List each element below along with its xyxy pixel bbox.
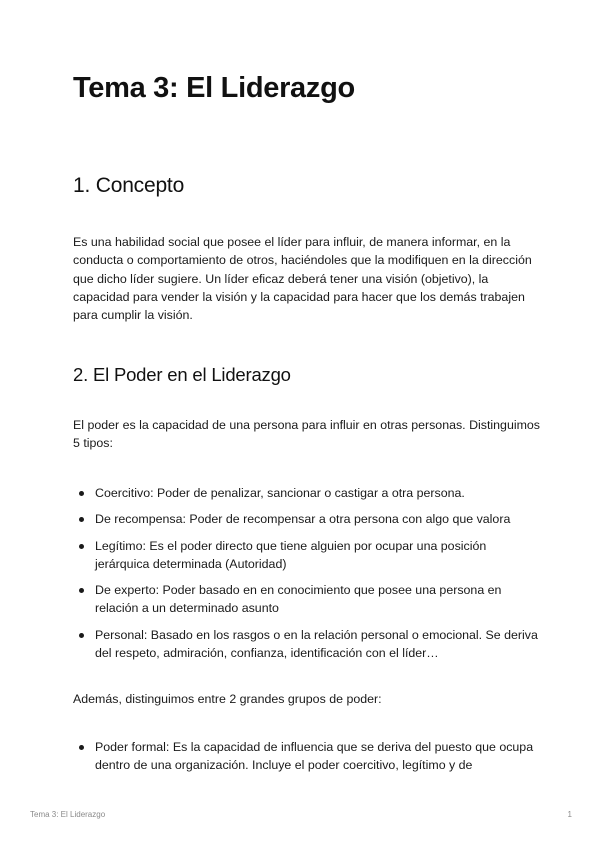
concepto-paragraph: Es una habilidad social que posee el líder para influir, de manera informar, en la conducta o comportamiento de otros, haciéndoles que la modifiquen en la dirección que dicho líder sugiere. Un líder eficaz deberá tener una visión (objetivo), la capacidad para vender la visión y la capacidad para hacer que los demás trabajen para cumplir la visión. [73,235,532,323]
poder-intro-paragraph: El poder es la capacidad de una persona para influir en otras personas. Distinguimos 5 tipos: [73,418,540,451]
bullet-icon [79,517,84,522]
list-item-text: Legítimo: Es el poder directo que tiene alguien por ocupar una posición jerárquica determinada (Autoridad) [95,538,487,571]
list-item [73,484,543,502]
section-heading-poder: 2. El Poder en el Liderazgo [73,364,291,385]
list-item-text: Poder formal: Es la capacidad de influencia que se deriva del puesto que ocupa dentro de una organización. Incluye el poder coercitivo, legítimo y de [95,740,534,773]
list-item [73,626,543,663]
bullet-icon [79,588,84,593]
groups-intro-paragraph: Además, distinguimos entre 2 grandes grupos de poder: [73,692,382,706]
list-item-text: De experto: Poder basado en en conocimiento que posee una persona en relación a un determinado asunto [95,583,502,616]
list-item [73,581,543,618]
list-item-text: Personal: Basado en los rasgos o en la relación personal o emocional. Se deriva del respeto, admiración, confianza, identificación con el líder… [95,627,538,661]
bullet-icon [79,491,84,496]
page-title: Tema 3: El Liderazgo [73,72,355,104]
footer-page-number: 1 [567,810,572,819]
list-item [73,738,543,775]
bullet-icon [79,745,84,750]
bullet-icon [79,544,84,549]
power-types-list [73,484,543,670]
list-item-text: Coercitivo: Poder de penalizar, sancionar o castigar a otra persona. [95,486,465,500]
list-item [73,537,543,574]
footer-doc-title: Tema 3: El Liderazgo [30,810,106,819]
list-item [73,510,543,528]
list-item-text: De recompensa: Poder de recompensar a otra persona con algo que valora [95,512,511,527]
bullet-icon [79,633,84,638]
power-groups-list [73,738,543,783]
section-heading-concepto: 1. Concepto [73,174,185,197]
